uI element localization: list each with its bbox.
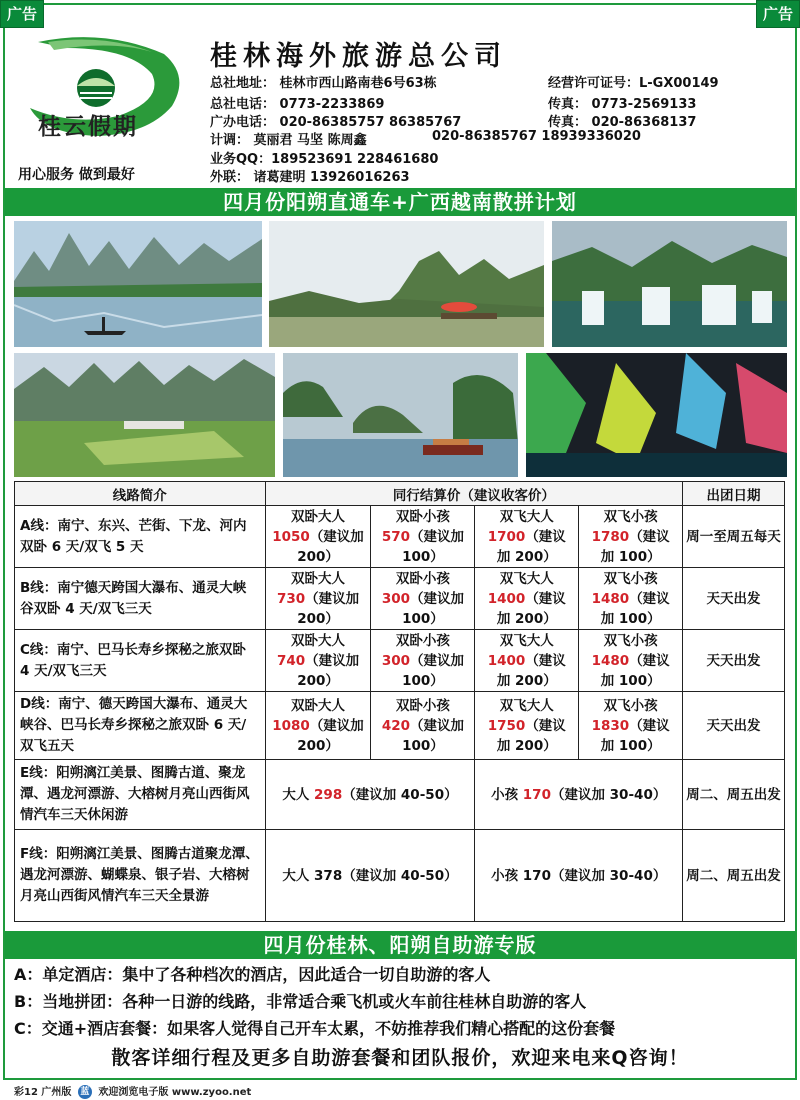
price-cell: 双卧大人 740（建议加 200）: [265, 630, 371, 692]
head-office-fax: 传真： 0773-2569133: [548, 97, 697, 112]
price-cell: 双飞小孩 1480（建议 加 100）: [579, 568, 683, 630]
departure-date: 周二、周五出发: [683, 830, 785, 922]
liaison-contact: 外联： 诸葛建明 13926016263: [210, 170, 410, 185]
photo-karst-bay-boat: [283, 353, 518, 477]
planner-names: 计调： 莫丽君 马坚 陈周鑫: [210, 133, 367, 148]
table-row: [15, 692, 785, 760]
departure-date: 天天出发: [683, 630, 785, 692]
price-cell: 双卧小孩 300（建议加 100）: [371, 568, 475, 630]
price-cell: 双卧小孩 300（建议加 100）: [371, 630, 475, 692]
guangzhou-office-phone: 广办电话： 020-86385757 86385767: [210, 115, 462, 130]
table-row: [15, 830, 785, 922]
table-row: [15, 506, 785, 568]
header-price: 同行结算价（建议收客价）: [265, 482, 683, 506]
price-cell: 双飞大人 1400（建议 加 200）: [475, 630, 579, 692]
ad-tag-right: 广告: [756, 0, 800, 28]
price-cell: 双卧小孩 570（建议加 100）: [371, 506, 475, 568]
self-guided-item: B：当地拼团：各种一日游的线路，非常适合乘飞机或火车前往桂林自助游的客人: [14, 992, 587, 1011]
departure-date: 周二、周五出发: [683, 760, 785, 830]
photo-li-river-fisherman: [14, 221, 262, 347]
departure-date: 天天出发: [683, 568, 785, 630]
route-table: [14, 481, 785, 922]
route-description: D线：南宁、德天跨国大瀑布、通灵大峡谷、巴马长寿乡探秘之旅双卧 6 天/双飞五天: [15, 692, 266, 760]
route-description: F线：阳朔漓江美景、图腾古道聚龙潭、遇龙河漂游、蝴蝶泉、银子岩、大榕树月亮山西街风情汽车三天全景游: [15, 830, 266, 922]
self-guided-banner: 四月份桂林、阳朔自助游专版: [5, 931, 795, 959]
logo-name: 桂云假期: [38, 113, 138, 140]
route-description: E线：阳朔漓江美景、图腾古道、聚龙潭、遇龙河漂游、大榕树月亮山西街风情汽车三天休闲游: [15, 760, 266, 830]
business-qq: 业务QQ：189523691 228461680: [210, 152, 439, 167]
table-row: [15, 760, 785, 830]
price-cell: 双飞小孩 1480（建议 加 100）: [579, 630, 683, 692]
table-row: [15, 630, 785, 692]
price-cell: 双飞小孩 1830（建议 加 100）: [579, 692, 683, 760]
planner-phone: 020-86385767 18939336020: [432, 129, 641, 144]
self-guided-item: C：交通+酒店套餐：如果客人觉得自己开车太累，不妨推荐我们精心搭配的这份套餐: [14, 1019, 616, 1038]
price-cell: 双卧大人 730（建议加 200）: [265, 568, 371, 630]
footer-text: 欢迎浏览电子版 www.zyoo.net: [98, 1087, 252, 1098]
price-cell: 双飞大人 1400（建议 加 200）: [475, 568, 579, 630]
photo-river-karst-boat: [269, 221, 544, 347]
route-description: A线：南宁、东兴、芒街、下龙、河内双卧 6 天/双飞 5 天: [15, 506, 266, 568]
top-banner: 四月份阳朔直通车+广西越南散拼计划: [5, 188, 795, 216]
logo-slogan: 用心服务 做到最好: [18, 167, 135, 183]
page-footer: [14, 1083, 251, 1099]
price-cell: 双卧大人 1080（建议加 200）: [265, 692, 371, 760]
header-date: 出团日期: [683, 482, 785, 506]
departure-date: 天天出发: [683, 692, 785, 760]
price-cell: 双飞大人 1750（建议 加 200）: [475, 692, 579, 760]
photo-waterfall: [552, 221, 787, 347]
header-route: 线路简介: [15, 482, 266, 506]
photo-karst-valley: [14, 353, 275, 477]
table-row: [15, 568, 785, 630]
price-cell: 双卧小孩 420（建议加 100）: [371, 692, 475, 760]
route-description: B线：南宁德天跨国大瀑布、通灵大峡谷双卧 4 天/双飞三天: [15, 568, 266, 630]
price-cell: 双卧大人 1050（建议加 200）: [265, 506, 371, 568]
self-guided-item: A：单定酒店：集中了各种档次的酒店，因此适合一切自助游的客人: [14, 965, 491, 984]
route-description: C线：南宁、巴马长寿乡探秘之旅双卧 4 天/双飞三天: [15, 630, 266, 692]
departure-date: 周一至周五每天: [683, 506, 785, 568]
price-cell: 双飞大人 1700（建议 加 200）: [475, 506, 579, 568]
logo-mark: [14, 30, 194, 182]
price-cell: 双飞小孩 1780（建议 加 100）: [579, 506, 683, 568]
child-price: 小孩 170（建议加 30-40）: [475, 830, 683, 922]
closing-message: 散客详细行程及更多自助游套餐和团队报价，欢迎来电来Q咨询！: [111, 1047, 689, 1069]
company-name: 桂林海外旅游总公司: [210, 41, 507, 72]
adult-price: 大人 378（建议加 40-50）: [265, 830, 475, 922]
photo-cave-lights: [526, 353, 787, 477]
ad-tag-left: 广告: [0, 0, 44, 28]
head-office-phone: 总社电话： 0773-2233869: [210, 97, 385, 112]
child-price: 小孩 170（建议加 30-40）: [475, 760, 683, 830]
license-number: 经营许可证号：L-GX00149: [548, 76, 719, 91]
company-address: 总社地址： 桂林市西山路南巷6号63栋: [210, 76, 437, 91]
guangzhou-office-fax: 传真： 020-86368137: [548, 115, 697, 130]
footer-page: 彩12 广州版: [14, 1087, 72, 1098]
adult-price: 大人 298（建议加 40-50）: [265, 760, 475, 830]
footer-badge: 蓝: [78, 1085, 92, 1099]
